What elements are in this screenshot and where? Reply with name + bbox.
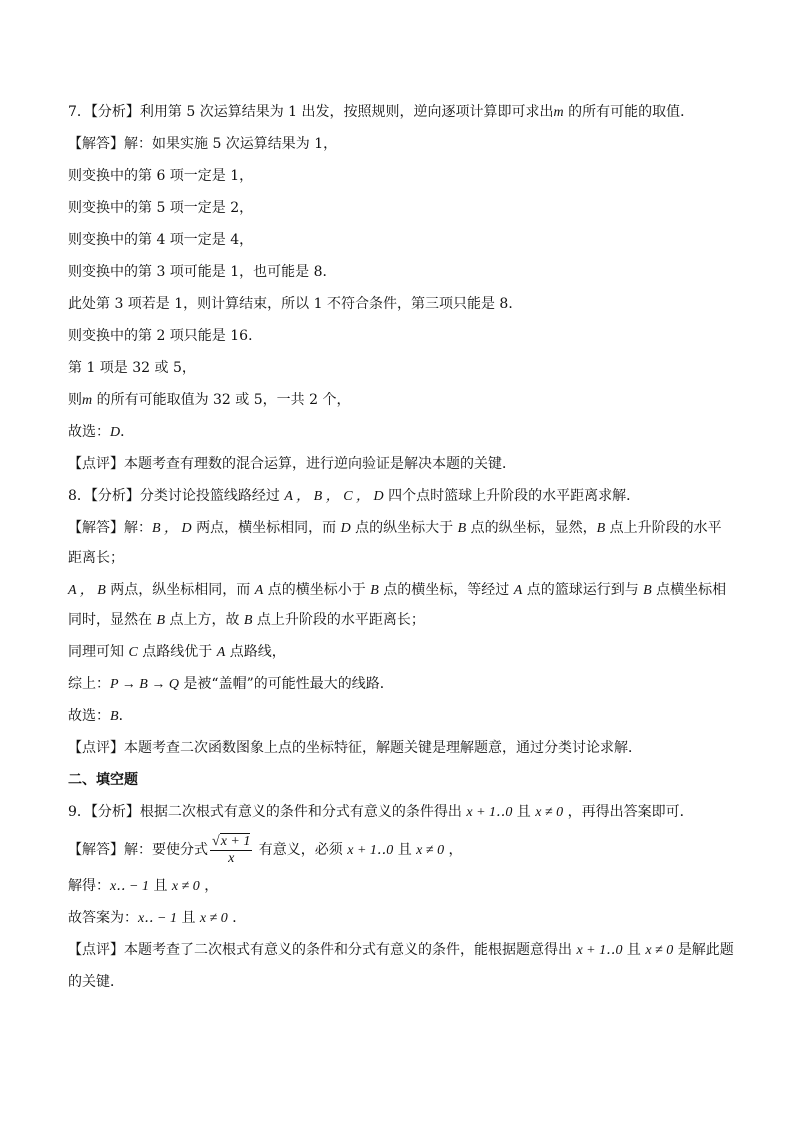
point-b: B bbox=[643, 583, 652, 598]
points-a-b: A ， B bbox=[68, 583, 106, 598]
q7-solution-line-3: 则变换中的第 5 项一定是 2， bbox=[68, 200, 254, 216]
text: 点的纵坐标，显然， bbox=[466, 520, 597, 536]
point-d: D bbox=[340, 521, 351, 536]
q7-solution-line-6: 此处第 3 项若是 1，则计算结束，所以 1 不符合条件，第三项只能是 8． bbox=[68, 296, 523, 312]
q7-solution-line-9 bbox=[68, 390, 748, 411]
text: 点上升阶段的水平距离长； bbox=[252, 612, 425, 628]
text: ， bbox=[444, 842, 463, 858]
q7-choice-label: 故选： bbox=[68, 424, 110, 440]
math-result-1: x‥ − 1 bbox=[110, 879, 149, 894]
q8-solution-line-5 bbox=[68, 642, 748, 663]
text: 两点，纵坐标相同，而 bbox=[105, 582, 255, 598]
math-condition-1: x + 1‥0 bbox=[576, 943, 623, 958]
text: 是解此题 bbox=[673, 942, 734, 958]
text: 解得： bbox=[68, 878, 110, 894]
q7-sol9-post: 的所有可能取值为 32 或 5，一共 2 个， bbox=[92, 392, 351, 408]
q8-analysis-post: 四个点时篮球上升阶段的水平距离求解． bbox=[383, 488, 641, 504]
text: 且 bbox=[512, 804, 536, 820]
point-b: B bbox=[596, 521, 606, 536]
text: 故答案为： bbox=[68, 910, 138, 926]
text: 同理可知 bbox=[68, 644, 129, 660]
point-b: B bbox=[457, 521, 467, 536]
q7-choice bbox=[68, 422, 748, 443]
q9-analysis bbox=[68, 802, 748, 823]
text: 点的纵坐标大于 bbox=[350, 520, 458, 536]
q8-solution-line-4 bbox=[68, 610, 748, 631]
text: 【解答】解：要使分式 bbox=[68, 842, 208, 858]
point-b: B bbox=[243, 613, 253, 628]
q8-solution-line-1 bbox=[68, 518, 748, 539]
var-m: m bbox=[82, 393, 93, 408]
q7-choice-answer: D bbox=[110, 425, 121, 440]
q7-comment: 【点评】本题考查有理数的混合运算，进行逆向验证是解决本题的关键． bbox=[68, 456, 516, 472]
q9-answer bbox=[68, 908, 748, 929]
route-p-b-q: P → B → Q bbox=[110, 677, 179, 692]
point-a: A bbox=[216, 645, 226, 660]
sqrt-icon: √ bbox=[212, 833, 220, 849]
text: 点上升阶段的水平 bbox=[605, 520, 722, 536]
q8-solution-line-2: 距离长； bbox=[68, 550, 124, 566]
q8-choice bbox=[68, 706, 748, 727]
section-heading-fill-in: 二、填空题 bbox=[68, 772, 138, 788]
text: 点的横坐标小于 bbox=[263, 582, 371, 598]
math-condition-2: x ≠ 0 bbox=[416, 843, 445, 858]
fraction-denominator: x bbox=[228, 850, 235, 866]
text: 9．【分析】根据二次根式有意义的条件和分式有意义的条件得出 bbox=[68, 804, 467, 820]
q8-analysis-points: A ， B ， C ， D bbox=[284, 489, 384, 504]
q7-solution-line-8: 第 1 项是 32 或 5， bbox=[68, 360, 196, 376]
q8-comment: 【点评】本题考查二次函数图象上点的坐标特征，解题关键是理解题意，通过分类讨论求解． bbox=[68, 740, 642, 756]
math-answer-1: x‥ − 1 bbox=[138, 911, 177, 926]
math-result-2: x ≠ 0 bbox=[171, 879, 200, 894]
q8-choice-answer: B bbox=[110, 709, 119, 724]
fraction-numerator: x + 1 bbox=[220, 833, 251, 849]
text: 点路线， bbox=[225, 644, 286, 660]
text: 两点，横坐标相同，而 bbox=[191, 520, 341, 536]
text: 【点评】本题考查了二次根式有意义的条件和分式有意义的条件，能根据题意得出 bbox=[68, 942, 577, 958]
math-condition-1: x + 1‥0 bbox=[466, 805, 513, 820]
text: 综上： bbox=[68, 676, 110, 692]
math-condition-1: x + 1‥0 bbox=[347, 843, 394, 858]
q8-solution-line-6 bbox=[68, 674, 748, 695]
q7-solution-line-2: 则变换中的第 6 项一定是 1， bbox=[68, 168, 254, 184]
text: ，再得出答案即可． bbox=[563, 804, 694, 820]
text: 点的横坐标，等经过 bbox=[378, 582, 514, 598]
q8-analysis bbox=[68, 486, 748, 507]
text: 且 bbox=[622, 942, 646, 958]
point-b: B bbox=[370, 583, 379, 598]
q7-analysis-tail: 的所有可能的取值． bbox=[563, 104, 695, 120]
text: 【解答】解： bbox=[68, 520, 152, 536]
point-b: B bbox=[156, 613, 166, 628]
text: 且 bbox=[177, 910, 200, 926]
points-b-d: B ， D bbox=[152, 521, 192, 536]
q7-solution-line-1: 【解答】解：如果实施 5 次运算结果为 1， bbox=[68, 136, 338, 152]
fraction-sqrt-x-plus-1-over-x bbox=[210, 834, 252, 867]
text: 同时，显然在 bbox=[68, 612, 157, 628]
q7-analysis bbox=[68, 102, 748, 123]
q7-sol9-pre: 则 bbox=[68, 392, 82, 408]
text: ． bbox=[227, 910, 247, 926]
q7-solution-line-5: 则变换中的第 3 项可能是 1，也可能是 8． bbox=[68, 264, 337, 280]
q9-solution bbox=[68, 832, 748, 872]
q8-choice-label: 故选： bbox=[68, 708, 110, 724]
text: ， bbox=[199, 878, 219, 894]
text: 点的篮球运行到与 bbox=[522, 582, 644, 598]
q9-comment-line-2: 的关键． bbox=[68, 974, 124, 990]
text: 且 bbox=[149, 878, 172, 894]
var-m: m bbox=[553, 105, 564, 120]
q9-comment-line-1 bbox=[68, 940, 748, 961]
text: 有意义，必须 bbox=[254, 842, 348, 858]
q7-solution-line-4: 则变换中的第 4 项一定是 4， bbox=[68, 232, 254, 248]
point-c: C bbox=[128, 645, 138, 660]
text: 点横坐标相 bbox=[651, 582, 727, 598]
point-a: A bbox=[254, 583, 264, 598]
q7-choice-period: ． bbox=[120, 424, 135, 440]
q7-analysis-text: 7．【分析】利用第 5 次运算结果为 1 出发，按照规则，逆向逐项计算即可求出 bbox=[68, 104, 554, 120]
q8-solution-line-3 bbox=[68, 580, 748, 601]
math-condition-2: x ≠ 0 bbox=[645, 943, 674, 958]
math-condition-2: x ≠ 0 bbox=[535, 805, 564, 820]
math-answer-2: x ≠ 0 bbox=[199, 911, 228, 926]
q8-analysis-pre: 8．【分析】分类讨论投篮线路经过 bbox=[68, 488, 285, 504]
q9-result bbox=[68, 876, 748, 897]
text: 且 bbox=[393, 842, 417, 858]
q7-solution-line-7: 则变换中的第 2 项只能是 16． bbox=[68, 328, 263, 344]
q8-choice-period: ． bbox=[118, 708, 133, 724]
text: 点路线优于 bbox=[137, 644, 217, 660]
text: 点上方，故 bbox=[165, 612, 244, 628]
point-a: A bbox=[513, 583, 523, 598]
text: 是被“盖帽”的可能性最大的线路． bbox=[178, 676, 394, 692]
